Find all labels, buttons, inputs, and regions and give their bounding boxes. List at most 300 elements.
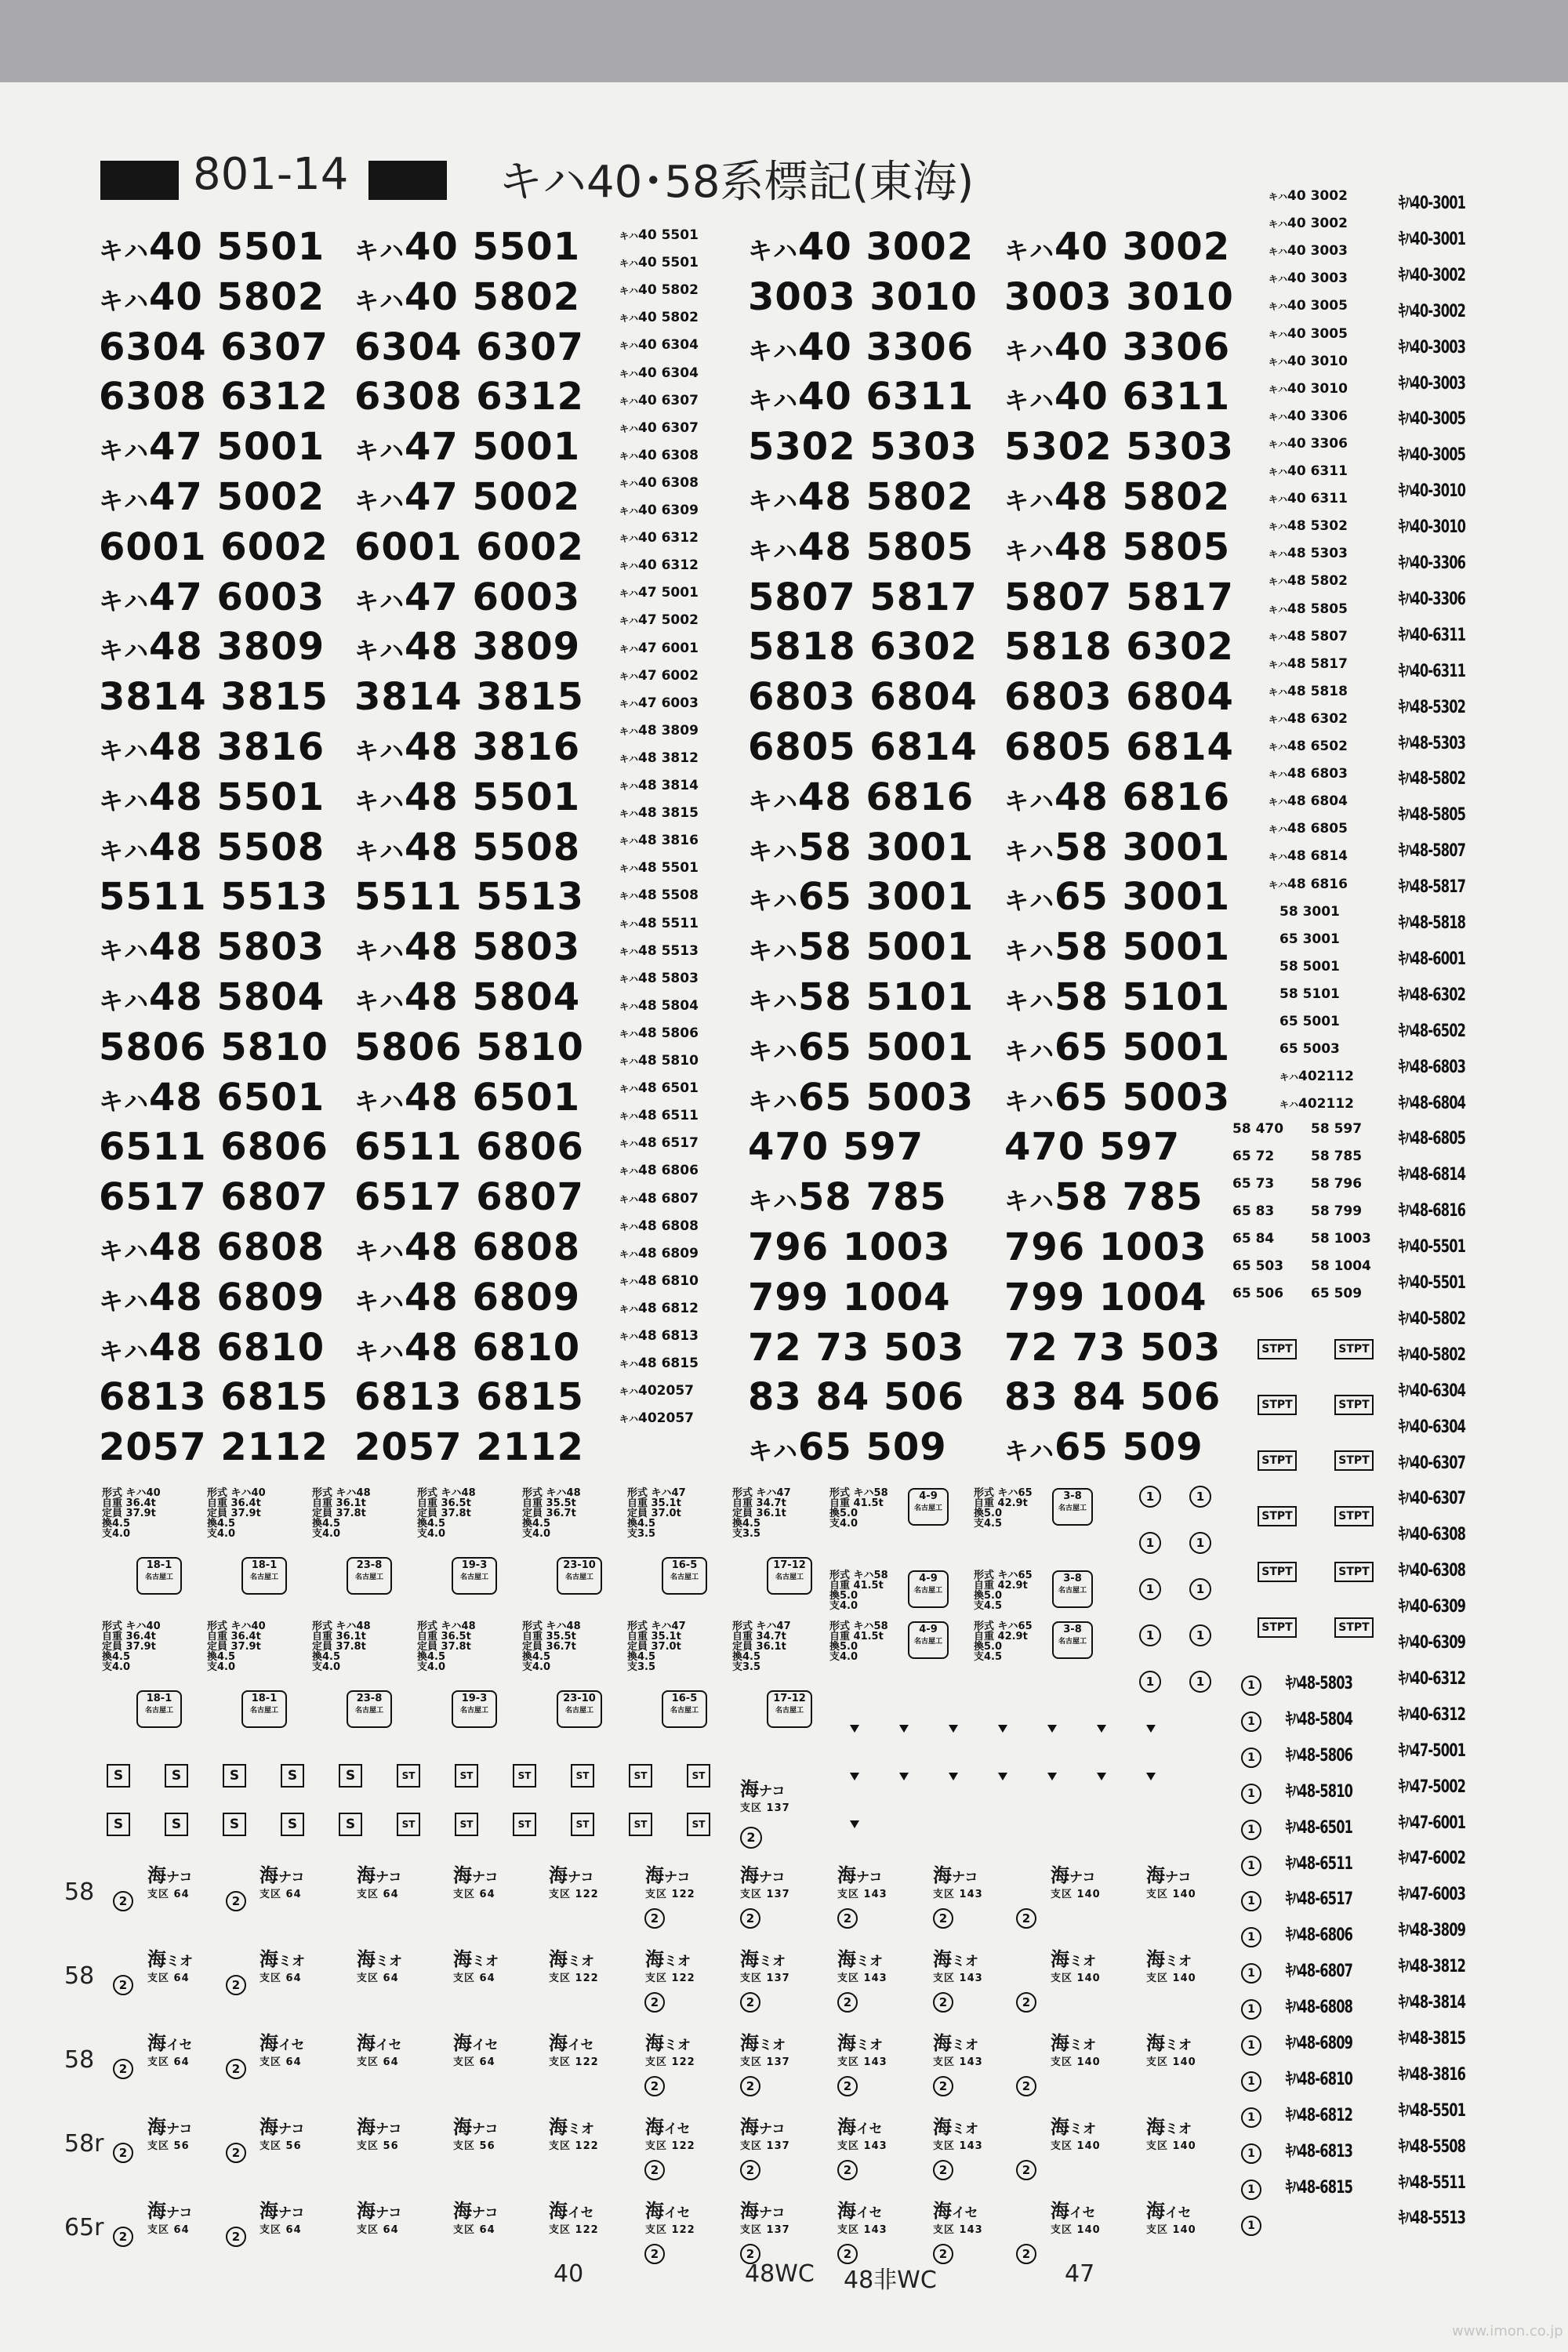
depot-square-mark: S [107,1813,130,1836]
depot-stamp: 海ナコ 支区 140 [1051,1864,1101,1900]
car-number-label: ｷﾊ47-5002 [1399,1777,1466,1797]
st-pt-mark: STPT [1334,1562,1374,1582]
number-decal: キハ65 509 [748,1425,947,1470]
number-decal: キハ65 5001 [1004,1025,1231,1069]
small-number-decal: キハ40 5802 [619,310,699,326]
builder-plate: 19-3 名古屋工 [452,1557,497,1595]
small-number-decal: キハ47 6002 [619,667,699,684]
small-number-decal: キハ48 5807 [1269,628,1348,644]
spec-block: 形式 キハ40 自重 36.4t 定員 37.9t 換4.5 支4.0 [102,1487,161,1540]
small-number-decal: 58 3001 [1279,903,1340,920]
small-number-decal: 65 5001 [1279,1014,1340,1029]
depot-stamp: 海ナコ 支区 64 [260,1864,305,1900]
st-pt-mark: STPT [1258,1562,1297,1582]
number-decal: 5807 5817 [1004,575,1234,619]
car-number-label: ｷﾊ40-5501 [1399,1237,1466,1258]
header-bar-left [100,161,179,200]
car-number-label: ｷﾊ48-6501 [1286,1817,1353,1838]
circle-one-mark: 1 [1241,1675,1261,1696]
depot-square-mark: ST [513,1764,536,1788]
depot-square-mark: S [281,1764,304,1788]
number-decal: キハ48 6809 [99,1275,325,1319]
circle-two-mark: 2 [113,1891,133,1911]
small-number-decal: キハ48 5511 [619,915,699,931]
small-number-decal: キハ48 5508 [619,887,699,904]
car-number-label: ｷﾊ40-5802 [1399,1308,1466,1329]
number-decal: 6517 6807 [99,1175,328,1220]
circle-one-mark: 1 [1241,2071,1261,2092]
circle-two-mark: 2 [644,2160,665,2180]
depot-stamp: 海ナコ 支区 137 [740,1778,790,1814]
car-number-label: ｷﾊ48-5513 [1399,2209,1466,2229]
small-number-decal: キハ48 6813 [619,1328,699,1344]
depot-stamp: 海ミオ 支区 143 [933,1948,983,1984]
depot-square-mark: S [165,1813,188,1836]
small-number-decal: 65 72 [1232,1149,1275,1164]
depot-square-mark: ST [397,1764,420,1788]
number-decal: キハ48 3809 [354,625,581,670]
car-number-label: ｷﾊ48-5302 [1399,697,1466,717]
number-decal: 5511 5513 [354,875,584,920]
number-decal: 6001 6002 [354,524,584,569]
small-number-decal: キハ48 6810 [619,1272,699,1289]
small-number-decal: キハ48 5802 [1269,573,1348,590]
spec-block: 形式 キハ65 自重 42.9t 換5.0 支4.5 [974,1570,1033,1612]
circle-one-mark: 1 [1139,1671,1161,1693]
circle-two-mark: 2 [837,1992,858,2013]
car-number-label: ｷﾊ40-6312 [1399,1704,1466,1725]
builder-plate: 23-10 名古屋工 [557,1690,602,1728]
small-number-decal: キハ48 5302 [1269,518,1348,535]
spec-block: 形式 キハ58 自重 41.5t 換5.0 支4.0 [829,1487,888,1530]
car-number-label: ｷﾊ48-6810 [1286,2069,1353,2089]
circle-one-mark: 1 [1139,1532,1161,1554]
builder-plate: 18-1 名古屋工 [241,1557,287,1595]
number-decal: キハ47 6003 [354,575,581,619]
small-number-decal: キハ48 6806 [619,1163,699,1179]
depot-stamp: 海イセ 支区 122 [645,2116,695,2152]
circle-one-mark: 1 [1189,1532,1211,1554]
car-number-label: ｷﾊ40-3001 [1399,229,1466,249]
spec-block: 形式 キハ48 自重 36.1t 定員 37.8t 換4.5 支4.0 [312,1487,371,1540]
car-number-label: ｷﾊ40-6309 [1399,1597,1466,1617]
number-decal: 5511 5513 [99,875,328,920]
small-number-decal: キハ48 6501 [619,1080,699,1097]
st-pt-mark: STPT [1334,1395,1374,1415]
number-decal: キハ40 3306 [1004,325,1231,369]
circle-one-mark: 1 [1189,1671,1211,1693]
triangle-mark [899,1725,909,1733]
number-decal: 72 73 503 [748,1325,965,1370]
circle-one-mark: 1 [1241,1999,1261,2020]
depot-stamp: 海ナコ 支区 143 [933,1864,983,1900]
circle-two-mark: 2 [1016,1992,1036,2013]
circle-two-mark: 2 [740,2076,760,2096]
depot-stamp: 海イセ 支区 140 [1051,2200,1101,2236]
depot-stamp: 海ナコ 支区 122 [549,1864,599,1900]
number-decal: 3814 3815 [99,675,328,720]
small-number-decal: キハ48 6517 [619,1135,699,1152]
spec-block: 形式 キハ47 自重 35.1t 定員 37.0t 換4.5 支3.5 [627,1487,686,1540]
circle-two-mark: 2 [113,2143,133,2163]
number-decal: 6308 6312 [354,375,584,419]
number-decal: 5302 5303 [1004,425,1234,470]
car-number-label: ｷﾊ48-6816 [1399,1201,1466,1221]
car-number-label: ｷﾊ47-6002 [1399,1849,1466,1869]
circle-one-mark: 1 [1241,2180,1261,2200]
depot-stamp: 海ナコ 支区 137 [740,2116,790,2152]
number-decal: キハ65 5003 [748,1075,975,1120]
small-number-decal: キハ40 6304 [619,337,699,354]
depot-stamp: 海ミオ 支区 143 [837,1948,887,1984]
circle-two-mark: 2 [740,1908,760,1929]
depot-stamp: 海ミオ 支区 64 [260,1948,305,1984]
car-number-label: ｷﾊ48-3809 [1399,1921,1466,1941]
number-decal: キハ58 5101 [1004,975,1231,1019]
small-number-decal: キハ48 5501 [619,860,699,877]
car-number-label: ｷﾊ40-3001 [1399,194,1466,213]
spec-block: 形式 キハ48 自重 36.5t 定員 37.8t 換4.5 支4.0 [417,1621,476,1673]
car-number-label: ｷﾊ48-6502 [1399,1021,1466,1041]
number-decal: キハ47 5002 [354,475,581,519]
number-decal: キハ47 5001 [99,425,325,470]
car-number-label: ｷﾊ48-5804 [1286,1709,1353,1730]
small-number-decal: キハ40 3306 [1269,408,1348,424]
car-number-label: ｷﾊ48-3815 [1399,2028,1466,2049]
car-number-label: ｷﾊ48-6805 [1399,1129,1466,1149]
spec-block: 形式 キハ47 自重 35.1t 定員 37.0t 換4.5 支3.5 [627,1621,686,1673]
depot-square-mark: S [223,1764,246,1788]
triangle-mark [1097,1773,1106,1780]
small-number-decal: キハ40 3010 [1269,353,1348,369]
number-decal: キハ47 6003 [99,575,325,619]
circle-two-mark: 2 [740,2160,760,2180]
small-number-decal: キハ40 5501 [619,255,699,271]
small-number-decal: キハ48 6808 [619,1218,699,1234]
triangle-mark [1047,1725,1057,1733]
car-number-label: ｷﾊ40-3010 [1399,481,1466,502]
small-number-decal: キハ48 6804 [1269,793,1348,810]
circle-two-mark: 2 [644,2076,665,2096]
car-number-label: ｷﾊ48-5303 [1399,733,1466,753]
depot-stamp: 海ミオ 支区 64 [357,1948,402,1984]
column-footer-label: 48非WC [844,2267,937,2294]
small-number-decal: 58 1004 [1311,1258,1371,1274]
circle-two-mark: 2 [113,2059,133,2079]
number-decal: キハ48 6810 [99,1325,325,1370]
circle-two-mark: 2 [837,1908,858,1929]
number-decal: 3814 3815 [354,675,584,720]
small-number-decal: キハ48 5803 [619,970,699,986]
number-decal: 2057 2112 [99,1425,328,1470]
depot-square-mark: ST [571,1764,594,1788]
small-number-decal: キハ40 6308 [619,447,699,463]
circle-two-mark: 2 [1016,2160,1036,2180]
builder-plate: 23-8 名古屋工 [347,1557,392,1595]
st-pt-mark: STPT [1258,1506,1297,1526]
number-decal: キハ48 6810 [354,1325,581,1370]
small-number-decal: キハ48 6816 [1269,876,1348,892]
small-number-decal: キハ40 3306 [1269,435,1348,452]
small-number-decal: 58 5101 [1279,985,1340,1002]
small-number-decal: キハ40 3010 [1269,380,1348,397]
car-number-label: ｷﾊ48-5817 [1399,877,1466,898]
circle-two-mark: 2 [933,1908,953,1929]
number-decal: 5806 5810 [99,1025,328,1069]
car-number-label: ｷﾊ48-6809 [1286,2034,1353,2053]
car-number-label: ｷﾊ40-3002 [1399,265,1466,285]
small-number-decal: キハ40 3002 [1269,188,1348,204]
small-number-decal: キハ40 5501 [619,227,699,243]
depot-stamp: 海ナコ 支区 137 [740,1864,790,1900]
depot-stamp: 海ミオ 支区 140 [1146,2116,1196,2152]
number-decal: キハ48 5803 [354,925,581,970]
circle-two-mark: 2 [837,2160,858,2180]
small-number-decal: 58 1003 [1311,1231,1371,1247]
small-number-decal: キハ402057 [619,1410,694,1427]
small-number-decal: 58 785 [1311,1149,1363,1164]
small-number-decal: キハ40 6304 [619,365,699,381]
triangle-mark [1047,1773,1057,1780]
circle-two-mark: 2 [226,1891,246,1911]
small-number-decal: キハ40 3005 [1269,298,1348,314]
car-number-label: ｷﾊ40-6304 [1399,1381,1466,1401]
small-number-decal: キハ40 6307 [619,392,699,408]
spec-block: 形式 キハ47 自重 34.7t 定員 36.1t 換4.5 支3.5 [732,1621,791,1673]
circle-one-mark: 1 [1241,1748,1261,1768]
small-number-decal: 65 3001 [1279,931,1340,947]
number-decal: キハ48 5804 [99,975,325,1019]
small-number-decal: キハ48 6803 [1269,766,1348,782]
depot-stamp: 海イセ 支区 122 [645,2200,695,2236]
column-footer-label: 47 [1065,2260,1095,2288]
triangle-mark [850,1773,859,1780]
number-decal: 5818 6302 [1004,625,1234,670]
number-decal: 796 1003 [1004,1225,1207,1269]
number-decal: 5807 5817 [748,575,978,619]
depot-stamp: 海ミオ 支区 140 [1146,2032,1196,2068]
number-decal: 796 1003 [748,1225,951,1269]
st-pt-mark: STPT [1258,1395,1297,1415]
number-decal: 5818 6302 [748,625,978,670]
depot-stamp: 海ミオ 支区 122 [549,2116,599,2152]
small-number-decal: キハ48 5806 [619,1025,699,1041]
car-number-label: ｷﾊ48-5807 [1399,841,1466,862]
depot-stamp: 海ミオ 支区 140 [1051,2032,1101,2068]
circle-two-mark: 2 [226,2143,246,2163]
small-number-decal: キハ48 3809 [619,722,699,739]
depot-stamp: 海イセ 支区 140 [1146,2200,1196,2236]
circle-two-mark: 2 [933,1992,953,2013]
number-decal: 83 84 506 [1004,1375,1221,1420]
builder-plate: 19-3 名古屋工 [452,1690,497,1728]
car-number-label: ｷﾊ48-6807 [1286,1962,1353,1982]
small-number-decal: キハ48 5805 [1269,601,1348,617]
car-number-label: ｷﾊ48-6808 [1286,1998,1353,2018]
small-number-decal: キハ40 5802 [619,282,699,299]
small-number-decal: キハ40 6311 [1269,463,1348,479]
builder-plate: 16-5 名古屋工 [662,1690,707,1728]
number-decal: キハ65 5001 [748,1025,975,1069]
small-number-decal: キハ48 6302 [1269,710,1348,727]
car-number-label: ｷﾊ48-6803 [1399,1057,1466,1077]
number-decal: 6304 6307 [99,325,328,369]
number-decal: 6304 6307 [354,325,584,369]
depot-square-mark: ST [571,1813,594,1836]
car-number-label: ｷﾊ48-5805 [1399,805,1466,826]
builder-plate: 23-10 名古屋工 [557,1557,602,1595]
number-decal: 6511 6806 [354,1125,584,1170]
number-decal: 6511 6806 [99,1125,328,1170]
number-decal: キハ40 5501 [354,225,581,269]
small-number-decal: キハ48 5810 [619,1053,699,1069]
number-decal: キハ47 5001 [354,425,581,470]
depot-stamp: 海イセ 支区 64 [453,2032,499,2068]
small-number-decal: 58 796 [1311,1176,1363,1192]
depot-stamp: 海イセ 支区 122 [549,2200,599,2236]
depot-stamp: 海ミオ 支区 64 [147,1948,193,1984]
depot-stamp: 海ミオ 支区 140 [1146,1948,1196,1984]
builder-plate: 3-8 名古屋工 [1052,1488,1093,1526]
number-decal: キハ40 5802 [99,274,325,319]
number-decal: キハ40 3002 [748,225,975,269]
small-number-decal: キハ48 3816 [619,833,699,849]
triangle-mark [949,1773,958,1780]
depot-stamp: 海ミオ 支区 143 [933,2116,983,2152]
small-number-decal: キハ402112 [1279,1069,1354,1085]
depot-stamp: 海ナコ 支区 64 [453,1864,499,1900]
column-footer-label: 40 [554,2260,584,2288]
circle-one-mark: 1 [1241,2035,1261,2056]
number-decal: キハ48 3809 [99,625,325,670]
number-decal: キハ40 5501 [99,225,325,269]
builder-plate: 17-12 名古屋工 [767,1557,812,1595]
depot-square-mark: S [165,1764,188,1788]
triangle-mark [998,1725,1007,1733]
sheet-title: キハ40･58系標記(東海) [499,157,975,208]
depot-stamp: 海イセ 支区 143 [933,2200,983,2236]
depot-stamp: 海ナコ 支区 56 [260,2116,305,2152]
car-number-label: ｷﾊ48-6517 [1286,1889,1353,1910]
number-decal: キハ58 5001 [748,925,975,970]
car-number-label: ｷﾊ40-3306 [1399,589,1466,609]
circle-two-mark: 2 [1016,2076,1036,2096]
depot-stamp: 海ナコ 支区 64 [147,1864,193,1900]
small-number-decal: キハ48 6809 [619,1245,699,1261]
triangle-mark [850,1725,859,1733]
number-decal: キハ48 6808 [354,1225,581,1269]
circle-two-mark: 2 [740,1992,760,2013]
depot-stamp: 海ナコ 支区 64 [357,1864,402,1900]
car-number-label: ｷﾊ40-6307 [1399,1453,1466,1473]
number-decal: 6803 6804 [1004,675,1234,720]
small-number-decal: キハ40 6309 [619,503,699,518]
number-decal: キハ48 6808 [99,1225,325,1269]
depot-stamp: 海ナコ 支区 140 [1146,1864,1196,1900]
circle-two-mark: 2 [226,2059,246,2079]
circle-one-mark: 1 [1189,1486,1211,1508]
circle-one-mark: 1 [1139,1578,1161,1600]
depot-stamp: 海ナコ 支区 137 [740,2200,790,2236]
number-decal: キハ48 5501 [354,775,581,819]
number-decal: キハ40 6311 [748,375,975,419]
small-number-decal: 65 84 [1232,1231,1275,1247]
spec-block: 形式 キハ65 自重 42.9t 換5.0 支4.5 [974,1487,1033,1530]
depot-square-mark: S [107,1764,130,1788]
car-number-label: ｷﾊ40-3002 [1399,301,1466,321]
st-pt-mark: STPT [1334,1339,1374,1359]
number-decal: キハ58 5101 [748,975,975,1019]
depot-square-mark: S [339,1813,362,1836]
depot-square-mark: ST [513,1813,536,1836]
circle-two-mark: 2 [113,1975,133,1995]
small-number-decal: キハ48 5817 [1269,655,1348,672]
number-decal: キハ48 5802 [1004,475,1231,519]
depot-square-mark: ST [629,1764,652,1788]
small-number-decal: キハ48 3814 [619,778,699,793]
circle-two-mark: 2 [1016,2244,1036,2264]
car-number-label: ｷﾊ40-6308 [1399,1525,1466,1545]
st-pt-mark: STPT [1258,1617,1297,1638]
number-decal: 6805 6814 [1004,725,1234,769]
number-decal: キハ40 3002 [1004,225,1231,269]
small-number-decal: キハ48 6807 [619,1190,699,1207]
depot-stamp: 海イセ 支区 64 [147,2032,193,2068]
circle-one-mark: 1 [1241,1711,1261,1732]
depot-stamp: 海ナコ 支区 64 [453,2200,499,2236]
circle-two-mark: 2 [644,2244,665,2264]
number-decal: 799 1004 [1004,1275,1207,1319]
number-decal: 470 597 [748,1125,924,1170]
car-number-label: ｷﾊ48-3812 [1399,1957,1466,1977]
number-decal: キハ48 5508 [354,825,581,869]
spec-block: 形式 キハ65 自重 42.9t 換5.0 支4.5 [974,1621,1033,1663]
depot-square-mark: ST [397,1813,420,1836]
number-decal: キハ48 5508 [99,825,325,869]
row-label: 58r [64,2130,104,2158]
spec-block: 形式 キハ58 自重 41.5t 換5.0 支4.0 [829,1570,888,1612]
car-number-label: ｷﾊ48-6804 [1399,1093,1466,1113]
small-number-decal: 58 5001 [1279,958,1340,975]
circle-one-mark: 1 [1139,1624,1161,1646]
number-decal: 6813 6815 [99,1375,328,1420]
small-number-decal: キハ47 5001 [619,585,699,601]
circle-one-mark: 1 [1241,1927,1261,1947]
car-number-label: ｷﾊ48-6806 [1286,1926,1353,1946]
depot-stamp: 海ミオ 支区 137 [740,1948,790,1984]
car-number-label: ｷﾊ48-5802 [1399,769,1466,789]
st-pt-mark: STPT [1258,1339,1297,1359]
depot-square-mark: ST [455,1813,478,1836]
small-number-decal: キハ48 6815 [619,1356,699,1372]
car-number-label: ｷﾊ48-5818 [1399,913,1466,933]
car-number-label: ｷﾊ40-3003 [1399,373,1466,394]
car-number-label: ｷﾊ40-6312 [1399,1668,1466,1689]
number-decal: キハ58 3001 [1004,825,1231,869]
number-decal: キハ40 5802 [354,274,581,319]
depot-stamp: 海ナコ 支区 64 [147,2200,193,2236]
circle-two-mark: 2 [226,1975,246,1995]
small-number-decal: キハ40 6308 [619,474,699,491]
st-pt-mark: STPT [1334,1450,1374,1471]
depot-stamp: 海ミオ 支区 122 [549,1948,599,1984]
small-number-decal: キハ48 6812 [619,1300,699,1316]
car-number-label: ｷﾊ48-5803 [1286,1674,1353,1693]
circle-two-mark: 2 [933,2244,953,2264]
depot-square-mark: ST [687,1813,710,1836]
car-number-label: ｷﾊ48-6815 [1286,2177,1353,2198]
builder-plate: 4-9 名古屋工 [908,1488,949,1526]
